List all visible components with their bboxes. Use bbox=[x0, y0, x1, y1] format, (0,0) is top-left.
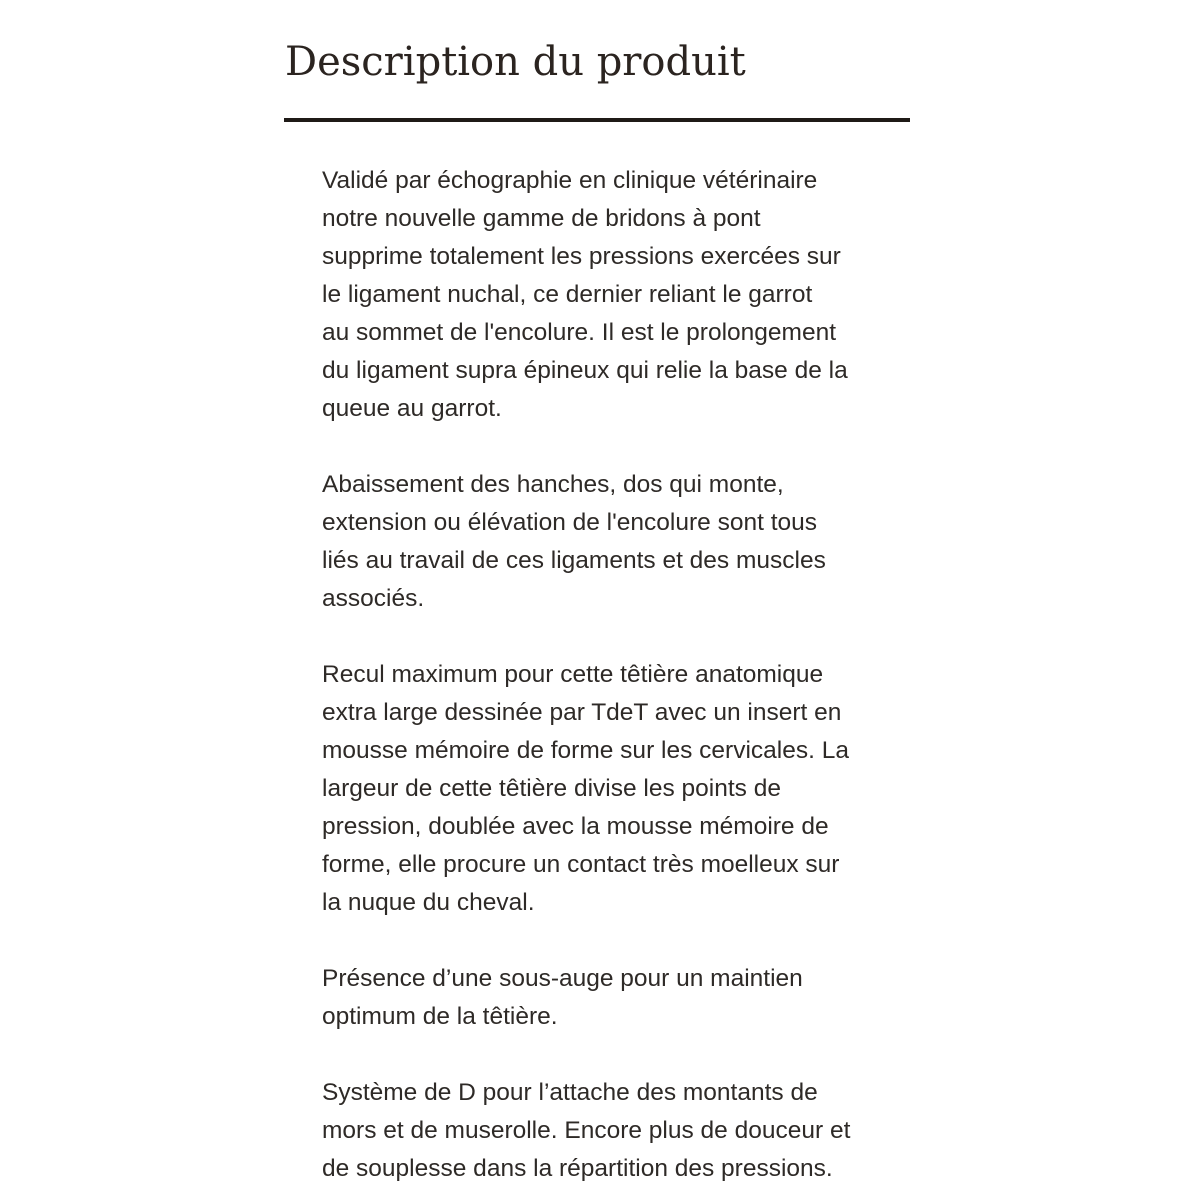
description-paragraph: Recul maximum pour cette têtière anatomique extra large dessinée par TdeT avec un insert en mousse mémoire de forme sur les cervicales. La largeur de cette têtière divise les points de pression, doublée avec la mousse mémoire de forme, elle procure un contact très moelleux sur la nuque du cheval. bbox=[322, 661, 849, 916]
section-title: Description du produit bbox=[285, 39, 746, 85]
description-paragraph: Système de D pour l’attache des montants de mors et de muserolle. Encore plus de douceur et de souplesse dans la répartition des pressions. bbox=[322, 1079, 851, 1182]
description-paragraph: Présence d’une sous-auge pour un maintien optimum de la têtière. bbox=[322, 965, 803, 1030]
title-divider bbox=[284, 118, 910, 122]
description-body bbox=[322, 162, 882, 1200]
description-paragraph: Validé par échographie en clinique vétérinaire notre nouvelle gamme de bridons à pont supprime totalement les pressions exercées sur le ligament nuchal, ce dernier reliant le garrot au sommet de l'encolure. Il est le prolongement du ligament supra épineux qui relie la base de la queue au garrot. bbox=[322, 167, 848, 422]
description-paragraph: Abaissement des hanches, dos qui monte, extension ou élévation de l'encolure sont tous liés au travail de ces ligaments et des muscles associés. bbox=[322, 471, 826, 612]
